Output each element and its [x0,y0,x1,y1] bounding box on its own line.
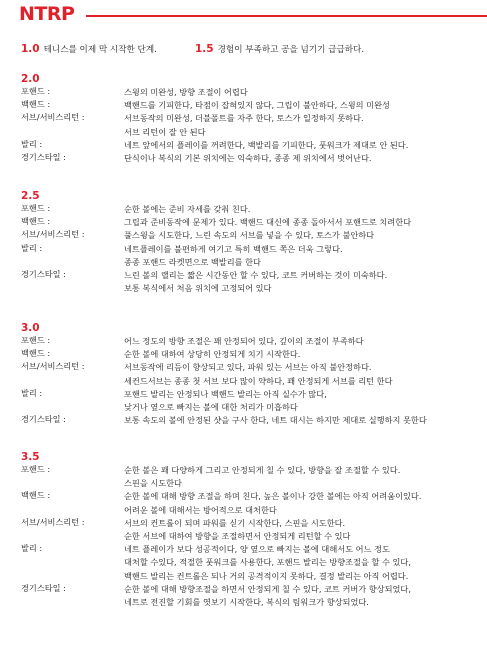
skill-row [21,517,481,543]
skill-row [21,216,481,229]
description-line: 보통 복식에서 처음 위치에 고정되어 있다 [124,283,272,294]
skill-row [21,112,481,138]
skill-row [21,388,481,414]
intro-level-number: 1.0 [21,43,40,55]
skill-description [124,216,481,229]
skill-description [124,361,481,387]
description-line: 어느 정도의 방향 조절은 꽤 안정되어 있다, 깊이의 조절이 부족하다 [124,336,364,346]
skill-row [21,269,481,295]
skill-row [21,203,481,216]
skill-label: 발리 : [21,543,43,554]
skill-label: 서브/서비스리턴 : [21,516,85,527]
description-line: 순한 볼은 꽤 다양하게 그리고 안정되게 칠 수 있다, 방향을 잘 조절할 수 있다. [124,465,401,475]
skill-label: 서브/서비스리턴 : [21,229,85,240]
skill-description [124,543,481,583]
skill-label: 백핸드 : [21,348,51,359]
skill-label: 포핸드 : [21,335,51,345]
skill-description [124,99,481,112]
intro-level-1-5 [195,43,364,55]
skill-label: 포핸드 : [21,86,51,96]
intro-level-number: 1.5 [195,43,214,55]
section-level-2-5 [21,189,481,295]
skill-description [124,517,481,543]
skill-row [21,583,481,609]
skill-row [21,464,481,490]
description-line: 순한 볼에 대해 방향조절을 하면서 안정되게 칠 수 있다, 코트 커버가 향상되었다, [124,583,411,594]
description-line: 백핸드 발리는 컨트롤은 되나 거의 공격적이지 못하다, 결정 발리는 아직 어렵다. [124,570,409,581]
description-line: 서브의 컨트롤이 되며 파워를 싣기 시작한다, 스핀을 시도한다. [124,517,346,528]
section-level-2-0 [21,72,481,165]
description-line: 세컨드서브는 종종 첫 서브 보다 많이 약하다, 꽤 안정되게 서브를 리턴 한다 [124,375,393,386]
skill-label: 경기스타일 : [21,582,66,593]
skill-description [124,388,481,414]
page-title: NTRP [19,3,75,25]
skill-description [124,464,481,490]
intro-level-1-0 [21,43,157,55]
description-line: 대처할 수있다, 적절한 풋워크를 사용한다, 포핸드 발리는 방향조절을 할 수 있다, [124,557,411,568]
title-rule [86,15,487,17]
skill-label: 경기스타일 : [21,414,66,425]
skill-label: 발리 : [21,138,43,149]
description-line: 풀스윙을 시도한다, 느린 속도의 서브를 넣을 수 있다, 토스가 불안하다 [124,230,375,241]
skill-row [21,243,481,269]
skill-row [21,543,481,583]
intro-level-text: 경험이 부족하고 공을 넘기기 급급하다. [217,45,365,55]
description-line: 서브 리턴이 잘 안 된다 [124,126,206,137]
section-level-3-0 [21,321,481,427]
description-line: 네트 앞에서의 플레이를 꺼려한다, 백발리를 기피한다, 풋워크가 제대로 안 된다. [124,139,409,150]
skill-description [124,139,481,152]
skill-row [21,414,481,427]
skill-row [21,361,481,387]
description-line: 네트로 전진할 기회를 엿보기 시작한다, 복식의 팀워크가 향상되었다. [124,596,369,607]
section-title: 3.0 [21,322,40,334]
skill-label: 포핸드 : [21,464,51,474]
skill-description [124,583,481,609]
description-line: 백핸드를 기피한다, 타점이 잡혀있지 않다, 그립이 불안하다, 스윙의 미완성 [124,100,390,111]
skill-description [124,152,481,165]
section-title: 3.5 [21,451,40,463]
section-title: 2.5 [21,190,40,202]
description-line: 순한 볼에 대하여 상당히 안정되게 치기 시작한다. [124,349,301,360]
description-line: 스핀을 시도한다 [124,478,182,489]
description-line: 그립과 준비동작에 문제가 있다. 백핸드 대신에 종종 돌아서서 포핸드로 치려한다 [124,217,412,228]
skill-label: 경기스타일 : [21,151,66,162]
skill-label: 백핸드 : [21,216,51,227]
skill-row [21,99,481,112]
skill-description [124,414,481,427]
description-line: 낮거나 옆으로 빠지는 볼에 대한 처리가 미흡하다 [124,401,298,412]
skill-label: 백핸드 : [21,490,51,501]
skill-description [124,229,481,242]
skill-description [124,86,481,99]
skill-label: 백핸드 : [21,99,51,110]
skill-label: 발리 : [21,242,43,253]
description-line: 네트 플레이가 보다 성공적이다, 양 옆으로 빠지는 볼에 대해서도 어느 정도 [124,544,390,555]
description-line: 보통 속도의 볼에 안정된 샷을 구사 한다, 네트 대시는 하지만 제대로 실행하지 못한다 [124,415,427,426]
skill-row [21,152,481,165]
skill-description [124,335,481,348]
section-level-3-5 [21,450,481,609]
skill-description [124,112,481,138]
skill-row [21,139,481,152]
intro-level-text: 테니스를 이제 막 시작한 단계. [43,45,157,55]
description-line: 네트플레이를 불편하게 여기고 특히 백핸드 쪽은 더욱 그렇다. [124,243,343,254]
description-line: 종종 포핸드 라켓면으로 백발리를 한다 [124,256,261,267]
skill-description [124,269,481,295]
skill-label: 포핸드 : [21,203,51,213]
skill-description [124,203,481,216]
description-line: 순한 서브에 대하여 방향을 조절하면서 안정되게 리턴할 수 있다 [124,530,351,541]
skill-row [21,348,481,361]
skill-description [124,348,481,361]
description-line: 어려운 볼에 대해서는 방어적으로 대처한다 [124,504,277,515]
description-line: 순한 볼에 대해 방향 조절을 하며 친다, 높은 볼이나 강한 볼에는 아직 어려움이있다. [124,491,422,502]
description-line: 순한 볼에는 준비 자세를 갖춰 친다. [124,204,251,214]
description-line: 포핸드 발리는 안정되나 백핸드 발리는 아직 실수가 많다, [124,388,327,399]
skill-description [124,490,481,516]
section-title: 2.0 [21,73,40,85]
description-line: 느린 볼의 랠리는 짧은 시간동안 할 수 있다, 코트 커버하는 것이 미숙하다. [124,269,388,280]
skill-label: 서브/서비스리턴 : [21,361,85,372]
description-line: 단식이나 복식의 기본 위치에는 익숙하다, 종종 제 위치에서 벗어난다. [124,152,372,163]
skill-row [21,490,481,516]
skill-label: 서브/서비스리턴 : [21,112,85,123]
description-line: 스윙의 미완성, 방향 조절이 어렵다 [124,87,248,97]
description-line: 서브동작에 리듬이 향상되고 있다, 파워 있는 서브는 아직 불안정하다. [124,362,372,373]
skill-row [21,335,481,348]
skill-row [21,229,481,242]
page-header [0,0,487,30]
skill-label: 발리 : [21,387,43,398]
skill-description [124,243,481,269]
skill-row [21,86,481,99]
description-line: 서브동작의 미완성, 더블폴트를 자주 한다, 토스가 일정하지 못하다. [124,113,364,124]
skill-label: 경기스타일 : [21,268,66,279]
